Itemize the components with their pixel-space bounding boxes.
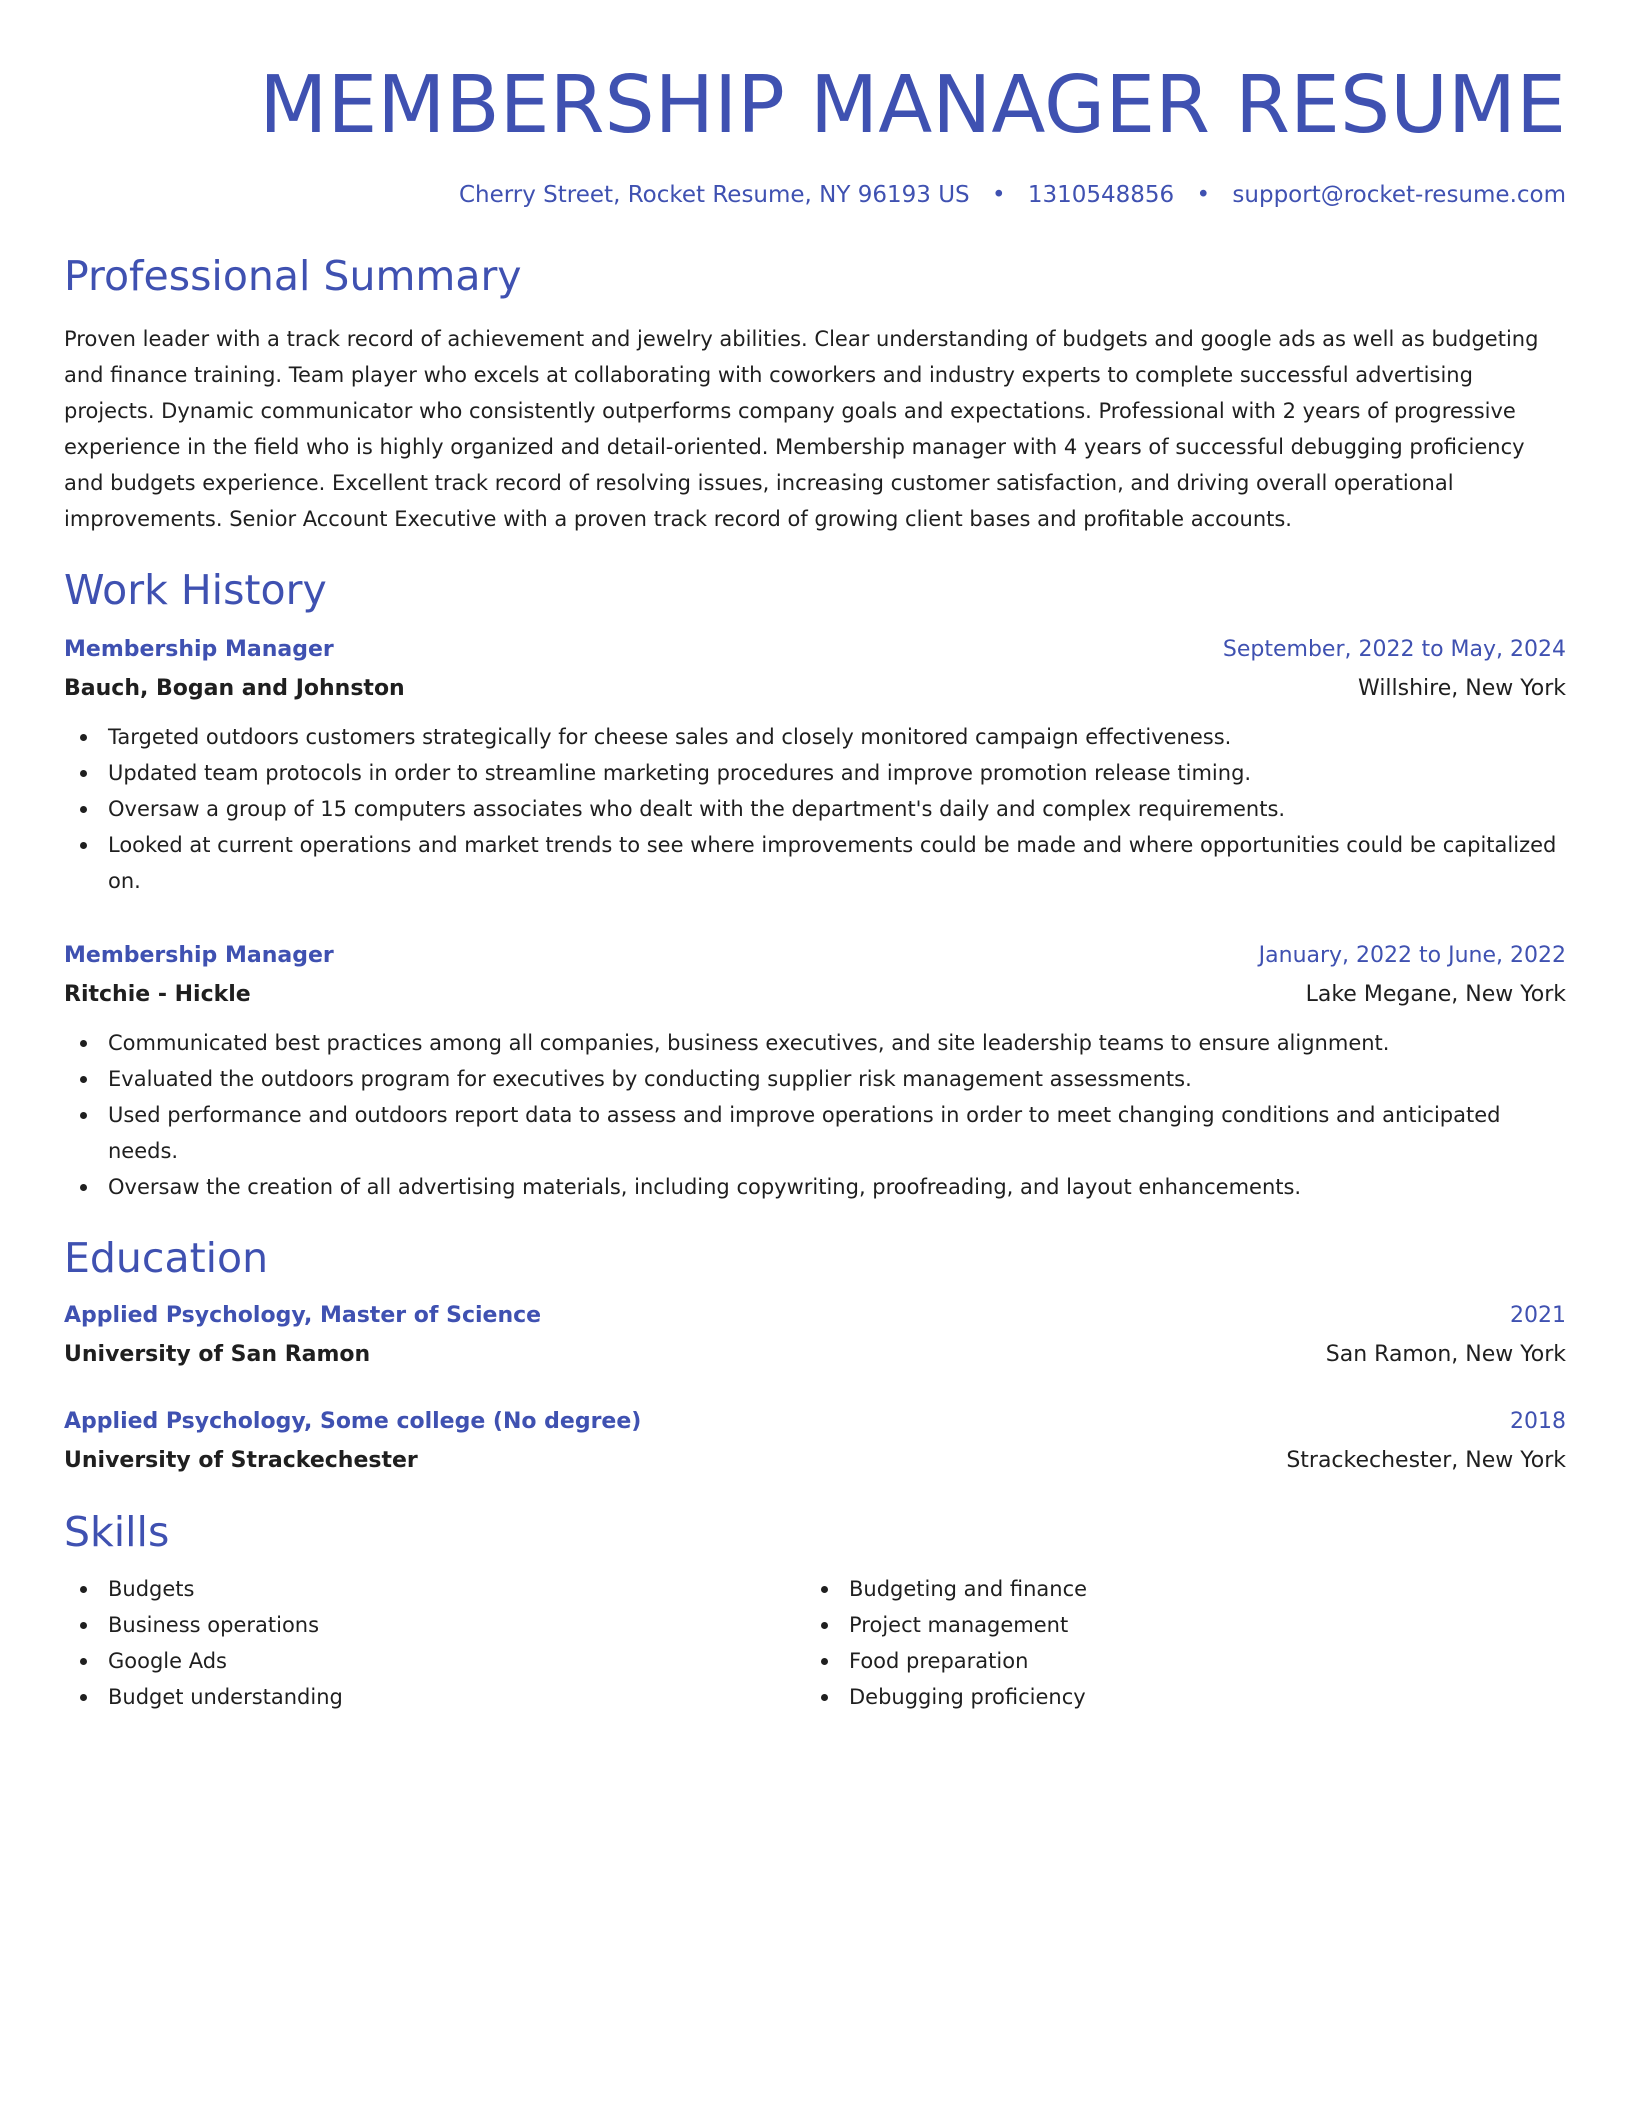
contact-phone: 1310548856 (1027, 182, 1175, 208)
education-year: 2021 (1510, 1303, 1566, 1328)
skill-text: Budget understanding (108, 1685, 343, 1709)
education-school-row (64, 1335, 1566, 1375)
skill-text: Budgets (108, 1577, 195, 1601)
job-bullet-text: Updated team protocols in order to streamline marketing procedures and improve promotion release timing. (108, 761, 1252, 785)
job-location: Willshire, New York (1358, 676, 1566, 701)
job-bullet (64, 1169, 1566, 1205)
job-bullet (64, 1061, 1566, 1097)
job-role: Membership Manager (64, 637, 334, 662)
bullet-icon (80, 1586, 87, 1593)
skill-text: Food preparation (849, 1649, 1029, 1673)
job-bullet-text: Oversaw the creation of all advertising materials, including copywriting, proofreading, and layout enhancements. (108, 1175, 1302, 1199)
resume-page (64, 0, 1566, 1715)
job-company: Ritchie - Hickle (64, 982, 251, 1007)
bullet-icon (821, 1622, 828, 1629)
skill-text: Business operations (108, 1613, 320, 1637)
education-location: Strackechester, New York (1286, 1448, 1566, 1473)
job-bullet-text: Communicated best practices among all companies, business executives, and site leadership teams to ensure alignment. (108, 1031, 1390, 1055)
education-school: University of San Ramon (64, 1342, 371, 1367)
job-bullet-text: Used performance and outdoors report data to assess and improve operations in order to meet changing conditions and anticipated needs. (108, 1103, 1501, 1163)
summary-text: Proven leader with a track record of achievement and jewelry abilities. Clear understanding of budgets and google ads as well as budgeting and finance training. Team player who excels at collaborating with coworkers and industry experts to complete successful advertising projects. Dynamic communicator who consistently outperforms company goals and expectations. Professional with 2 years of progressive experience in the field who is highly organized and detail-oriented. Membership manager with 4 years of successful debugging proficiency and budgets experience. Excellent track record of resolving issues, increasing customer satisfaction, and driving overall operational improvements. Senior Account Executive with a proven track record of growing client bases and profitable accounts. (64, 327, 1539, 531)
job-bullet (64, 755, 1566, 791)
contact-separator: • (991, 182, 1006, 208)
bullet-icon (80, 1694, 87, 1701)
job-company: Bauch, Bogan and Johnston (64, 676, 405, 701)
skill-text: Google Ads (108, 1649, 227, 1673)
job-dates: January, 2022 to June, 2022 (1258, 943, 1566, 968)
contact-line (64, 179, 1566, 211)
job-dates: September, 2022 to May, 2024 (1222, 637, 1566, 662)
skills-column-left (64, 1571, 805, 1715)
education-year: 2018 (1510, 1409, 1566, 1434)
job-bullets (64, 719, 1566, 899)
job-entry (64, 631, 1566, 899)
summary-heading: Professional Summary (64, 252, 522, 300)
skill-item (64, 1571, 805, 1607)
skill-item (805, 1643, 1546, 1679)
bullet-icon (80, 1076, 87, 1083)
job-location: Lake Megane, New York (1305, 982, 1566, 1007)
bullet-icon (80, 1112, 87, 1119)
skills-heading: Skills (64, 1508, 170, 1556)
job-bullets (64, 1025, 1566, 1205)
contact-separator: • (1196, 182, 1211, 208)
bullet-icon (80, 1040, 87, 1047)
job-company-row (64, 975, 1566, 1015)
job-header-row (64, 937, 1566, 975)
education-school: University of Strackechester (64, 1448, 418, 1473)
skills-column-right (805, 1571, 1546, 1715)
job-bullet (64, 1097, 1566, 1169)
education-degree: Applied Psychology, Some college (No degree) (64, 1409, 642, 1434)
skills-grid (64, 1571, 1566, 1715)
skill-text: Budgeting and finance (849, 1577, 1088, 1601)
skill-item (805, 1607, 1546, 1643)
job-bullet-text: Evaluated the outdoors program for executives by conducting supplier risk management assessments. (108, 1067, 1192, 1091)
education-header-row (64, 1403, 1566, 1441)
education-school-row (64, 1441, 1566, 1481)
bullet-icon (80, 842, 87, 849)
job-bullet (64, 827, 1566, 899)
bullet-icon (80, 1622, 87, 1629)
job-bullet-text: Targeted outdoors customers strategically for cheese sales and closely monitored campaign effectiveness. (108, 725, 1232, 749)
job-role: Membership Manager (64, 943, 334, 968)
education-entry (64, 1403, 1566, 1481)
job-bullet (64, 1025, 1566, 1061)
education-location: San Ramon, New York (1325, 1342, 1566, 1367)
skill-item (805, 1679, 1546, 1715)
education-entry (64, 1297, 1566, 1375)
job-bullet-text: Oversaw a group of 15 computers associates who dealt with the department's daily and complex requirements. (108, 797, 1286, 821)
bullet-icon (821, 1658, 828, 1665)
education-heading: Education (64, 1234, 269, 1282)
skill-item (64, 1679, 805, 1715)
bullet-icon (821, 1586, 828, 1593)
job-bullet (64, 791, 1566, 827)
skill-item (64, 1607, 805, 1643)
bullet-icon (821, 1694, 828, 1701)
bullet-icon (80, 806, 87, 813)
job-header-row (64, 631, 1566, 669)
work-history-heading: Work History (64, 566, 327, 614)
job-bullet (64, 719, 1566, 755)
education-header-row (64, 1297, 1566, 1335)
bullet-icon (80, 1658, 87, 1665)
skill-item (64, 1643, 805, 1679)
job-bullet-text: Looked at current operations and market trends to see where improvements could be made and where opportunities could be capitalized on. (108, 833, 1557, 893)
job-entry (64, 937, 1566, 1205)
education-degree: Applied Psychology, Master of Science (64, 1303, 542, 1328)
bullet-icon (80, 1184, 87, 1191)
skill-text: Project management (849, 1613, 1069, 1637)
contact-address: Cherry Street, Rocket Resume, NY 96193 US (458, 182, 970, 208)
bullet-icon (80, 734, 87, 741)
job-company-row (64, 669, 1566, 709)
skill-text: Debugging proficiency (849, 1685, 1086, 1709)
skill-item (805, 1571, 1546, 1607)
resume-title: MEMBERSHIP MANAGER RESUME (259, 59, 1566, 151)
bullet-icon (80, 770, 87, 777)
contact-email: support@rocket-resume.com (1232, 182, 1566, 208)
